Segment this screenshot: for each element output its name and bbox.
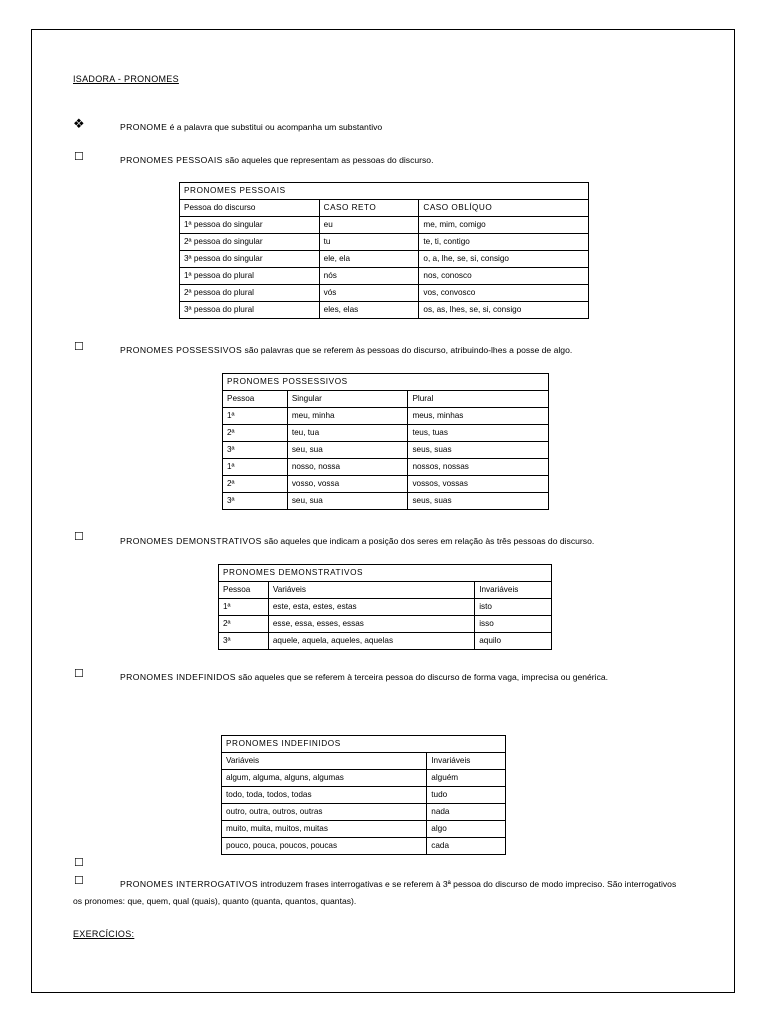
table-cell: seu, sua (287, 493, 408, 510)
table-cell: todo, toda, todos, todas (222, 787, 427, 804)
table-title-row (219, 565, 552, 582)
table-title: PRONOMES PESSOAIS (180, 183, 589, 200)
table-row (223, 442, 549, 459)
interrogativos-text: introduzem frases interrogativas e se referem à 3ª pessoa do discurso de modo impreciso. São interrogativos (257, 879, 677, 889)
table-title-row (180, 183, 589, 200)
table-cell: nosso, nossa (287, 459, 408, 476)
table-cell: nós (319, 268, 419, 285)
table-possessivos (222, 373, 549, 510)
table-pessoais (179, 182, 589, 319)
table-row (223, 476, 549, 493)
table-cell: vós (319, 285, 419, 302)
table-cell: 1ª pessoa do plural (180, 268, 320, 285)
diamond-bullet-icon: ❖ (73, 116, 85, 131)
table-cell: algo (427, 821, 506, 838)
table-cell: os, as, lhes, se, si, consigo (419, 302, 589, 319)
table-cell: muito, muita, muitos, muitas (222, 821, 427, 838)
possessivos-lead: PRONOMES POSSESSIVOS (120, 345, 243, 355)
indefinidos-lead: PRONOMES INDEFINIDOS (120, 672, 236, 682)
table-cell: outro, outra, outros, outras (222, 804, 427, 821)
table-cell: teus, tuas (408, 425, 549, 442)
column-header: Singular (287, 391, 408, 408)
checkbox-bullet-icon: ☐ (74, 531, 84, 543)
table-header-row (223, 391, 549, 408)
table-cell: 3ª (219, 633, 269, 650)
table-indefinidos (221, 735, 506, 855)
table-cell: 2ª (219, 616, 269, 633)
column-header: Variáveis (222, 753, 427, 770)
column-header: Pessoa do discurso (180, 200, 320, 217)
table-header-row (222, 753, 506, 770)
table-row (222, 770, 506, 787)
table-cell: 3ª (223, 442, 288, 459)
table-cell: aquele, aquela, aqueles, aquelas (268, 633, 474, 650)
pessoais-paragraph (120, 154, 433, 166)
table-cell: nos, conosco (419, 268, 589, 285)
table-cell: tu (319, 234, 419, 251)
checkbox-bullet-icon: ☐ (74, 668, 84, 680)
intro-paragraph (120, 121, 382, 133)
table-cell: seus, suas (408, 493, 549, 510)
interrogativos-paragraph-line2: os pronomes: que, quem, qual (quais), quanto (quanta, quantos, quantas). (73, 896, 357, 906)
column-header: Invariáveis (475, 582, 552, 599)
table-cell: alguém (427, 770, 506, 787)
table-cell: isto (475, 599, 552, 616)
table-cell: 1ª (219, 599, 269, 616)
table-row (219, 633, 552, 650)
table-row (180, 268, 589, 285)
pessoais-text: são aqueles que representam as pessoas do discurso. (222, 155, 434, 165)
table-cell: 3ª pessoa do singular (180, 251, 320, 268)
table-header-row (219, 582, 552, 599)
column-header: Plural (408, 391, 549, 408)
table-cell: me, mim, comigo (419, 217, 589, 234)
column-header: Variáveis (268, 582, 474, 599)
table-header-row (180, 200, 589, 217)
intro-text: é a palavra que substitui ou acompanha um substantivo (167, 122, 383, 132)
table-cell: seu, sua (287, 442, 408, 459)
document-title: ISADORA - PRONOMES (73, 74, 179, 84)
table-cell: 1ª pessoa do singular (180, 217, 320, 234)
table-row (223, 493, 549, 510)
column-header: CASO RETO (319, 200, 419, 217)
demonstrativos-paragraph (120, 535, 594, 547)
indefinidos-text: são aqueles que se referem à terceira pessoa do discurso de forma vaga, imprecisa ou genérica. (235, 672, 609, 682)
column-header: Pessoa (223, 391, 288, 408)
table-cell: vosso, vossa (287, 476, 408, 493)
demonstrativos-lead: PRONOMES DEMONSTRATIVOS (120, 536, 262, 546)
indefinidos-paragraph (120, 671, 608, 683)
table-cell: 1ª (223, 408, 288, 425)
table-cell: isso (475, 616, 552, 633)
column-header: CASO OBLÍQUO (419, 200, 589, 217)
table-row (180, 285, 589, 302)
table-cell: esse, essa, esses, essas (268, 616, 474, 633)
table-cell: eu (319, 217, 419, 234)
table-cell: vos, convosco (419, 285, 589, 302)
table-row (222, 787, 506, 804)
table-row (223, 408, 549, 425)
interrogativos-lead: PRONOMES INTERROGATIVOS (120, 879, 258, 889)
table-row (180, 302, 589, 319)
table-row (223, 425, 549, 442)
intro-lead: PRONOME (120, 122, 168, 132)
possessivos-text: são palavras que se referem às pessoas do discurso, atribuindo-lhes a posse de algo. (242, 345, 573, 355)
table-cell: nada (427, 804, 506, 821)
table-cell: te, ti, contigo (419, 234, 589, 251)
table-cell: algum, alguma, alguns, algumas (222, 770, 427, 787)
table-cell: 2ª pessoa do singular (180, 234, 320, 251)
table-cell: 2ª (223, 425, 288, 442)
column-header: Invariáveis (427, 753, 506, 770)
checkbox-bullet-icon: ☐ (74, 875, 84, 887)
table-cell: aquilo (475, 633, 552, 650)
table-cell: pouco, pouca, poucos, poucas (222, 838, 427, 855)
table-cell: 1ª (223, 459, 288, 476)
pessoais-lead: PRONOMES PESSOAIS (120, 155, 223, 165)
table-cell: meu, minha (287, 408, 408, 425)
table-row (180, 217, 589, 234)
table-title: PRONOMES INDEFINIDOS (222, 736, 506, 753)
possessivos-paragraph (120, 344, 572, 356)
table-title-row (223, 374, 549, 391)
table-cell: ele, ela (319, 251, 419, 268)
table-title: PRONOMES POSSESSIVOS (223, 374, 549, 391)
table-cell: teu, tua (287, 425, 408, 442)
interrogativos-paragraph (120, 878, 676, 890)
table-cell: o, a, lhe, se, si, consigo (419, 251, 589, 268)
table-cell: cada (427, 838, 506, 855)
table-cell: tudo (427, 787, 506, 804)
table-cell: 3ª (223, 493, 288, 510)
table-row (223, 459, 549, 476)
exercises-heading: EXERCÍCIOS: (73, 929, 135, 939)
table-cell: vossos, vossas (408, 476, 549, 493)
table-cell: 2ª pessoa do plural (180, 285, 320, 302)
table-title: PRONOMES DEMONSTRATIVOS (219, 565, 552, 582)
table-cell: 3ª pessoa do plural (180, 302, 320, 319)
table-row (180, 234, 589, 251)
demonstrativos-text: são aqueles que indicam a posição dos seres em relação às três pessoas do discurso. (261, 536, 595, 546)
column-header: Pessoa (219, 582, 269, 599)
table-cell: meus, minhas (408, 408, 549, 425)
table-cell: nossos, nossas (408, 459, 549, 476)
table-row (219, 616, 552, 633)
table-cell: eles, elas (319, 302, 419, 319)
table-row (219, 599, 552, 616)
table-row (222, 804, 506, 821)
table-row (180, 251, 589, 268)
checkbox-bullet-icon: ☐ (74, 857, 84, 869)
table-row (222, 821, 506, 838)
checkbox-bullet-icon: ☐ (74, 341, 84, 353)
table-title-row (222, 736, 506, 753)
table-cell: 2ª (223, 476, 288, 493)
table-cell: seus, suas (408, 442, 549, 459)
checkbox-bullet-icon: ☐ (74, 151, 84, 163)
table-demonstrativos (218, 564, 552, 650)
table-row (222, 838, 506, 855)
table-cell: este, esta, estes, estas (268, 599, 474, 616)
